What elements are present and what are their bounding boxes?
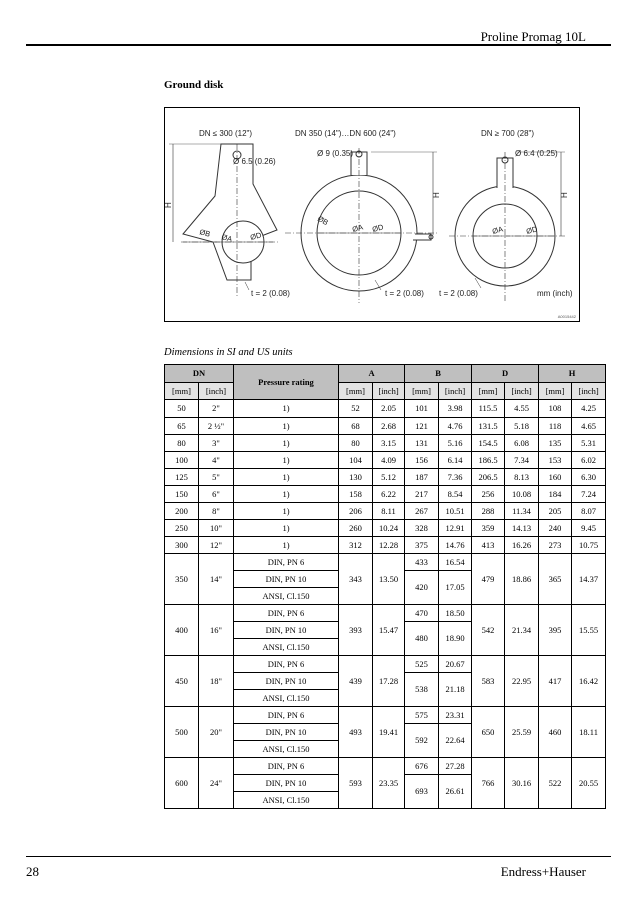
table-cell: 480	[405, 622, 439, 656]
table-cell: 23.31	[439, 707, 472, 724]
label-hole-right: Ø 6.4 (0.25)	[515, 149, 558, 158]
label-dia-d-right: ØD	[525, 224, 539, 236]
pressure-rating-cell: DIN, PN 10	[234, 775, 339, 792]
table-cell: 16.54	[439, 554, 472, 571]
table-cell: 273	[539, 537, 572, 554]
table-cell: 13.50	[373, 554, 405, 605]
table-cell: 16"	[199, 605, 234, 656]
table-cell: 16.42	[572, 656, 606, 707]
table-cell: 676	[405, 758, 439, 775]
table-cell: 115.5	[472, 400, 505, 418]
table-cell: 18.90	[439, 622, 472, 656]
table-cell: 7.34	[505, 452, 539, 469]
table-cell: 1)	[234, 469, 339, 486]
table-cell: 328	[405, 520, 439, 537]
table-cell: 14.13	[505, 520, 539, 537]
table-cell: 583	[472, 656, 505, 707]
table-cell: 131.5	[472, 418, 505, 435]
table-cell: 184	[539, 486, 572, 503]
table-cell: 21.18	[439, 673, 472, 707]
table-cell: 365	[539, 554, 572, 605]
table-cell: 395	[539, 605, 572, 656]
table-cell: 160	[539, 469, 572, 486]
table-cell: 14.76	[439, 537, 472, 554]
table-cell: 108	[539, 400, 572, 418]
table-cell: 205	[539, 503, 572, 520]
table-cell: 7.24	[572, 486, 606, 503]
label-dia-b-mid: ØB	[316, 213, 330, 228]
table-cell: 400	[165, 605, 199, 656]
label-dia-a-right: ØA	[491, 224, 504, 236]
table-cell: 10"	[199, 520, 234, 537]
label-dia-b-left: ØB	[198, 227, 212, 239]
table-cell: 592	[405, 724, 439, 758]
table-cell: 80	[339, 435, 373, 452]
unit-header: [mm]	[165, 383, 199, 400]
figure-id: A0015442	[557, 314, 576, 319]
table-cell: 375	[405, 537, 439, 554]
table-cell: 4.55	[505, 400, 539, 418]
table-cell: 154.5	[472, 435, 505, 452]
table-cell: 4.65	[572, 418, 606, 435]
table-cell: 493	[339, 707, 373, 758]
table-cell: 5.12	[373, 469, 405, 486]
table-cell: 4"	[199, 452, 234, 469]
table-cell: 1)	[234, 503, 339, 520]
table-cell: 186.5	[472, 452, 505, 469]
label-t-right: t = 2 (0.08)	[439, 289, 478, 298]
table-cell: 5.31	[572, 435, 606, 452]
unit-header: [inch]	[199, 383, 234, 400]
table-cell: 538	[405, 673, 439, 707]
label-units: mm (inch)	[537, 289, 573, 298]
table-cell: 52	[339, 400, 373, 418]
label-h-left: H	[164, 202, 173, 208]
table-cell: 250	[165, 520, 199, 537]
unit-header: [inch]	[572, 383, 606, 400]
pressure-rating-cell: ANSI, Cl.150	[234, 741, 339, 758]
table-cell: 17.28	[373, 656, 405, 707]
table-cell: 24"	[199, 758, 234, 809]
table-cell: 2"	[199, 400, 234, 418]
table-cell: 2.68	[373, 418, 405, 435]
table-cell: 121	[405, 418, 439, 435]
table-cell: 650	[472, 707, 505, 758]
table-cell: 50	[165, 400, 199, 418]
table-cell: 2 ½"	[199, 418, 234, 435]
unit-header: [inch]	[373, 383, 405, 400]
table-cell: 20.67	[439, 656, 472, 673]
table-cell: 10.24	[373, 520, 405, 537]
table-cell: 158	[339, 486, 373, 503]
unit-header: [inch]	[439, 383, 472, 400]
table-cell: 125	[165, 469, 199, 486]
table-cell: 10.08	[505, 486, 539, 503]
table-cell: 15.47	[373, 605, 405, 656]
table-cell: 206	[339, 503, 373, 520]
table-cell: 1)	[234, 520, 339, 537]
table-cell: 30.16	[505, 758, 539, 809]
table-cell: 10.51	[439, 503, 472, 520]
table-cell: 6.02	[572, 452, 606, 469]
pressure-rating-cell: DIN, PN 6	[234, 758, 339, 775]
table-cell: 542	[472, 605, 505, 656]
table-cell: 19.41	[373, 707, 405, 758]
table-row	[165, 520, 606, 537]
table-cell: 6.22	[373, 486, 405, 503]
table-cell: 26.61	[439, 775, 472, 809]
table-row	[165, 452, 606, 469]
table-cell: 187	[405, 469, 439, 486]
table-group-header	[165, 365, 606, 383]
table-cell: 288	[472, 503, 505, 520]
table-cell: 12"	[199, 537, 234, 554]
table-cell: 4.25	[572, 400, 606, 418]
table-cell: 23.35	[373, 758, 405, 809]
ground-disk-drawing	[165, 108, 581, 323]
table-cell: 18.50	[439, 605, 472, 622]
table-cell: 10.75	[572, 537, 606, 554]
table-cell: 3.15	[373, 435, 405, 452]
page-number: 28	[26, 864, 39, 879]
table-cell: 359	[472, 520, 505, 537]
unit-header: [mm]	[539, 383, 572, 400]
disk-large-drawing	[449, 152, 565, 303]
label-t-mid: t = 2 (0.08)	[385, 289, 424, 298]
table-cell: 693	[405, 775, 439, 809]
table-cell: 2.05	[373, 400, 405, 418]
table-cell: 118	[539, 418, 572, 435]
table-cell: 131	[405, 435, 439, 452]
table-cell: 1)	[234, 537, 339, 554]
table-unit-header	[165, 383, 606, 400]
table-cell: 8.11	[373, 503, 405, 520]
table-cell: 479	[472, 554, 505, 605]
table-cell: 5"	[199, 469, 234, 486]
table-cell: 575	[405, 707, 439, 724]
table-cell: 100	[165, 452, 199, 469]
table-cell: 350	[165, 554, 199, 605]
table-row	[165, 418, 606, 435]
table-cell: 1)	[234, 486, 339, 503]
label-h-mid: H	[432, 192, 441, 198]
table-cell: 766	[472, 758, 505, 809]
table-cell: 256	[472, 486, 505, 503]
table-cell: 27.28	[439, 758, 472, 775]
table-cell: 25.59	[505, 707, 539, 758]
label-dia-d-mid: ØD	[371, 222, 385, 234]
table-cell: 1)	[234, 418, 339, 435]
table-cell: 12.91	[439, 520, 472, 537]
table-cell: 11.34	[505, 503, 539, 520]
unit-header: [inch]	[505, 383, 539, 400]
table-cell: 413	[472, 537, 505, 554]
table-cell: 6.08	[505, 435, 539, 452]
table-cell: 267	[405, 503, 439, 520]
col-group-a: A	[339, 365, 405, 383]
table-cell: 3"	[199, 435, 234, 452]
table-cell: 68	[339, 418, 373, 435]
table-row	[165, 469, 606, 486]
label-hole-left: Ø 6.5 (0.26)	[233, 157, 276, 166]
table-cell: 101	[405, 400, 439, 418]
table-row	[165, 605, 606, 622]
dimensions-table	[164, 364, 606, 809]
table-cell: 200	[165, 503, 199, 520]
table-cell: 14.37	[572, 554, 606, 605]
col-group-pressure: Pressure rating	[234, 365, 339, 400]
header-title: Proline Promag 10L	[480, 29, 586, 44]
pressure-rating-cell: DIN, PN 10	[234, 724, 339, 741]
table-cell: 8.13	[505, 469, 539, 486]
footer-rule	[26, 856, 611, 857]
table-cell: 522	[539, 758, 572, 809]
label-variant-left: DN ≤ 300 (12")	[199, 129, 253, 138]
table-row	[165, 400, 606, 418]
label-dia-a-mid: ØA	[351, 222, 364, 234]
pressure-rating-cell: DIN, PN 6	[234, 656, 339, 673]
pressure-rating-cell: DIN, PN 6	[234, 605, 339, 622]
label-variant-mid: DN 350 (14")…DN 600 (24")	[295, 129, 396, 138]
section-heading: Ground disk	[164, 79, 224, 91]
table-body	[165, 400, 606, 809]
table-cell: 4.09	[373, 452, 405, 469]
table-cell: 153	[539, 452, 572, 469]
table-cell: 525	[405, 656, 439, 673]
table-cell: 15.55	[572, 605, 606, 656]
label-h-right: H	[560, 192, 569, 198]
table-row	[165, 758, 606, 775]
table-cell: 18.11	[572, 707, 606, 758]
table-cell: 8.07	[572, 503, 606, 520]
table-cell: 65	[165, 418, 199, 435]
table-cell: 104	[339, 452, 373, 469]
table-cell: 393	[339, 605, 373, 656]
pressure-rating-cell: DIN, PN 10	[234, 622, 339, 639]
unit-header: [mm]	[472, 383, 505, 400]
pressure-rating-cell: ANSI, Cl.150	[234, 792, 339, 809]
ground-disk-figure	[164, 107, 580, 322]
unit-header: [mm]	[405, 383, 439, 400]
table-cell: 460	[539, 707, 572, 758]
table-cell: 8.54	[439, 486, 472, 503]
table-cell: 433	[405, 554, 439, 571]
label-variant-right: DN ≥ 700 (28")	[481, 129, 535, 138]
table-cell: 5.16	[439, 435, 472, 452]
table-cell: 600	[165, 758, 199, 809]
table-row	[165, 435, 606, 452]
table-cell: 260	[339, 520, 373, 537]
table-cell: 6.30	[572, 469, 606, 486]
pressure-rating-cell: DIN, PN 6	[234, 707, 339, 724]
table-cell: 4.76	[439, 418, 472, 435]
table-row	[165, 537, 606, 554]
pressure-rating-cell: ANSI, Cl.150	[234, 690, 339, 707]
table-cell: 12.28	[373, 537, 405, 554]
table-cell: 417	[539, 656, 572, 707]
pressure-rating-cell: ANSI, Cl.150	[234, 639, 339, 656]
label-hole-mid: Ø 9 (0.35)	[317, 149, 354, 158]
table-cell: 130	[339, 469, 373, 486]
table-cell: 20"	[199, 707, 234, 758]
label-dia-a-left: ØA	[220, 232, 234, 244]
table-cell: 80	[165, 435, 199, 452]
table-cell: 312	[339, 537, 373, 554]
table-row	[165, 656, 606, 673]
col-group-d: D	[472, 365, 539, 383]
table-cell: 14"	[199, 554, 234, 605]
table-cell: 300	[165, 537, 199, 554]
label-dia-d-left: ØD	[249, 230, 263, 242]
table-cell: 8"	[199, 503, 234, 520]
table-cell: 150	[165, 486, 199, 503]
pressure-rating-cell: DIN, PN 10	[234, 673, 339, 690]
pressure-rating-cell: DIN, PN 6	[234, 554, 339, 571]
table-cell: 1)	[234, 435, 339, 452]
table-cell: 500	[165, 707, 199, 758]
table-cell: 1)	[234, 400, 339, 418]
table-cell: 18.86	[505, 554, 539, 605]
table-cell: 3.98	[439, 400, 472, 418]
disk-small-drawing	[169, 144, 279, 298]
table-cell: 156	[405, 452, 439, 469]
table-cell: 5.18	[505, 418, 539, 435]
col-group-h: H	[539, 365, 606, 383]
col-group-b: B	[405, 365, 472, 383]
table-cell: 420	[405, 571, 439, 605]
table-row	[165, 707, 606, 724]
table-cell: 1)	[234, 452, 339, 469]
table-row	[165, 503, 606, 520]
table-cell: 22.64	[439, 724, 472, 758]
brand-name: Endress+Hauser	[500, 864, 586, 879]
table-row	[165, 486, 606, 503]
table-caption: Dimensions in SI and US units	[164, 347, 293, 358]
table-cell: 6"	[199, 486, 234, 503]
table-cell: 439	[339, 656, 373, 707]
header-rule	[26, 44, 611, 46]
table-cell: 450	[165, 656, 199, 707]
table-cell: 20.55	[572, 758, 606, 809]
table-cell: 21.34	[505, 605, 539, 656]
table-cell: 7.36	[439, 469, 472, 486]
table-cell: 9.45	[572, 520, 606, 537]
table-cell: 593	[339, 758, 373, 809]
pressure-rating-cell: DIN, PN 10	[234, 571, 339, 588]
table-cell: 16.26	[505, 537, 539, 554]
table-cell: 17.05	[439, 571, 472, 605]
table-cell: 343	[339, 554, 373, 605]
table-cell: 206.5	[472, 469, 505, 486]
table-cell: 240	[539, 520, 572, 537]
unit-header: [mm]	[339, 383, 373, 400]
table-cell: 135	[539, 435, 572, 452]
table-cell: 470	[405, 605, 439, 622]
col-group-dn: DN	[165, 365, 234, 383]
pressure-rating-cell: ANSI, Cl.150	[234, 588, 339, 605]
table-row	[165, 554, 606, 571]
table-cell: 18"	[199, 656, 234, 707]
table-cell: 22.95	[505, 656, 539, 707]
label-t-left: t = 2 (0.08)	[251, 289, 290, 298]
table-cell: 6.14	[439, 452, 472, 469]
table-cell: 217	[405, 486, 439, 503]
